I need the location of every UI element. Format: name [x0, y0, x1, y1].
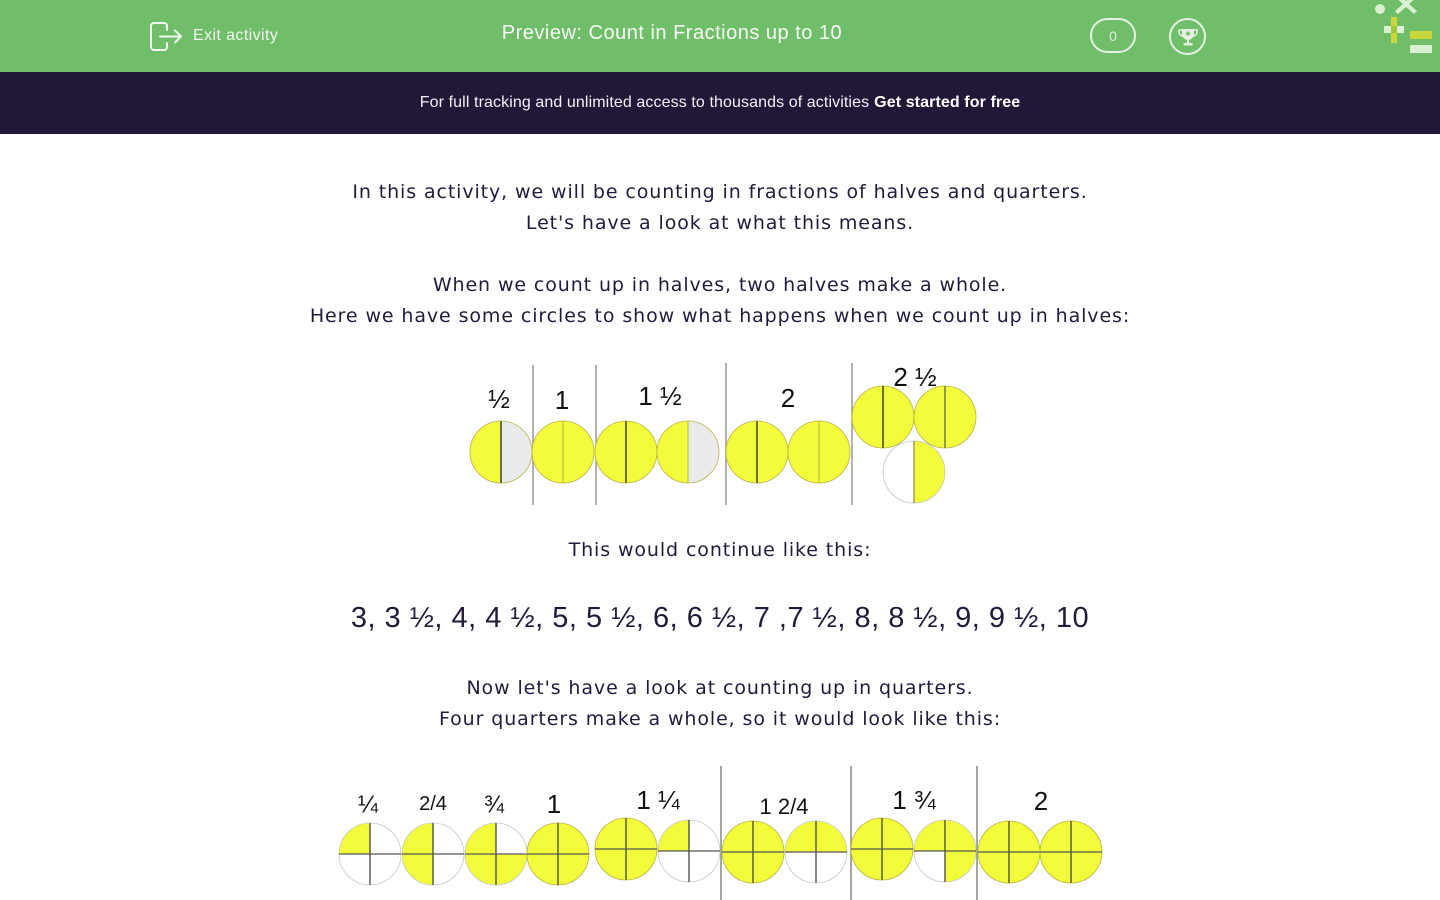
quarters-label-1: ¼ [357, 791, 379, 818]
quarter-circle [1040, 821, 1102, 883]
quarter-circle [785, 821, 847, 883]
half-circle [657, 421, 719, 483]
halves-line-1: When we count up in halves, two halves make a whole. [432, 274, 1008, 296]
continue-text: This would continue like this: [568, 539, 872, 561]
whole-circle [726, 421, 788, 483]
quarters-label-2: 2/4 [419, 793, 447, 815]
quarter-circle [465, 823, 527, 885]
quarter-circle [914, 820, 976, 882]
whole-circle [595, 421, 657, 483]
quarter-circle [851, 818, 913, 880]
half-circle [470, 421, 532, 483]
quarter-circle [595, 818, 657, 880]
halves-label-4: 2 [780, 383, 796, 413]
half-circle [883, 441, 945, 503]
whole-circle [532, 421, 594, 483]
whole-circle [914, 386, 976, 448]
halves-label-5: 2 ½ [893, 362, 937, 392]
whole-circle [852, 386, 914, 448]
get-started-link[interactable]: Get started for free [874, 94, 1021, 111]
page-title: Preview: Count in Fractions up to 10 [501, 22, 843, 44]
quarters-line-1: Now let's have a look at counting up in quarters. [466, 677, 974, 699]
halves-sequence: 3, 3 ½, 4, 4 ½, 5, 5 ½, 6, 6 ½, 7 ,7 ½, 8, 8 ½, 9, 9 ½, 10 [350, 602, 1090, 634]
halves-diagram [460, 355, 990, 510]
exit-activity-label: Exit activity [193, 27, 279, 44]
halves-label-3: 1 ½ [638, 381, 682, 411]
whole-circle [788, 421, 850, 483]
quarters-label-4: 1 [546, 789, 562, 819]
intro-paragraph [0, 177, 1440, 239]
quarter-circle [527, 823, 589, 885]
halves-paragraph [0, 270, 1440, 332]
quarters-label-3: ¾ [483, 791, 505, 818]
top-bar [0, 0, 1440, 72]
intro-line-2: Let's have a look at what this means. [525, 212, 915, 234]
quarter-circle [402, 823, 464, 885]
quarter-circle [339, 823, 401, 885]
signup-banner [0, 72, 1440, 134]
quarters-label-7: 1 ¾ [892, 785, 936, 815]
quarter-circle [722, 821, 784, 883]
quarters-label-5: 1 ¼ [636, 785, 680, 815]
quarter-circle [978, 821, 1040, 883]
quarters-paragraph [0, 673, 1440, 735]
trophy-button[interactable] [1169, 18, 1206, 55]
math-symbols-logo [1368, 0, 1440, 60]
banner-text: For full tracking and unlimited access to thousands of activities [419, 94, 870, 111]
quarter-circle [658, 820, 720, 882]
halves-label-2: 1 [554, 385, 570, 415]
halves-line-2: Here we have some circles to show what happens when we count up in halves: [309, 305, 1131, 327]
halves-label-1: ½ [488, 384, 510, 414]
quarters-diagram [330, 760, 1120, 900]
continue-paragraph [0, 535, 1440, 566]
quarters-label-8: 2 [1033, 786, 1049, 816]
intro-line-1: In this activity, we will be counting in fractions of halves and quarters. [352, 181, 1088, 203]
quarters-label-6: 1 2/4 [759, 794, 809, 819]
score-badge: 0 [1090, 18, 1136, 53]
trophy-icon [1177, 26, 1199, 48]
quarters-line-2: Four quarters make a whole, so it would look like this: [438, 708, 1002, 730]
